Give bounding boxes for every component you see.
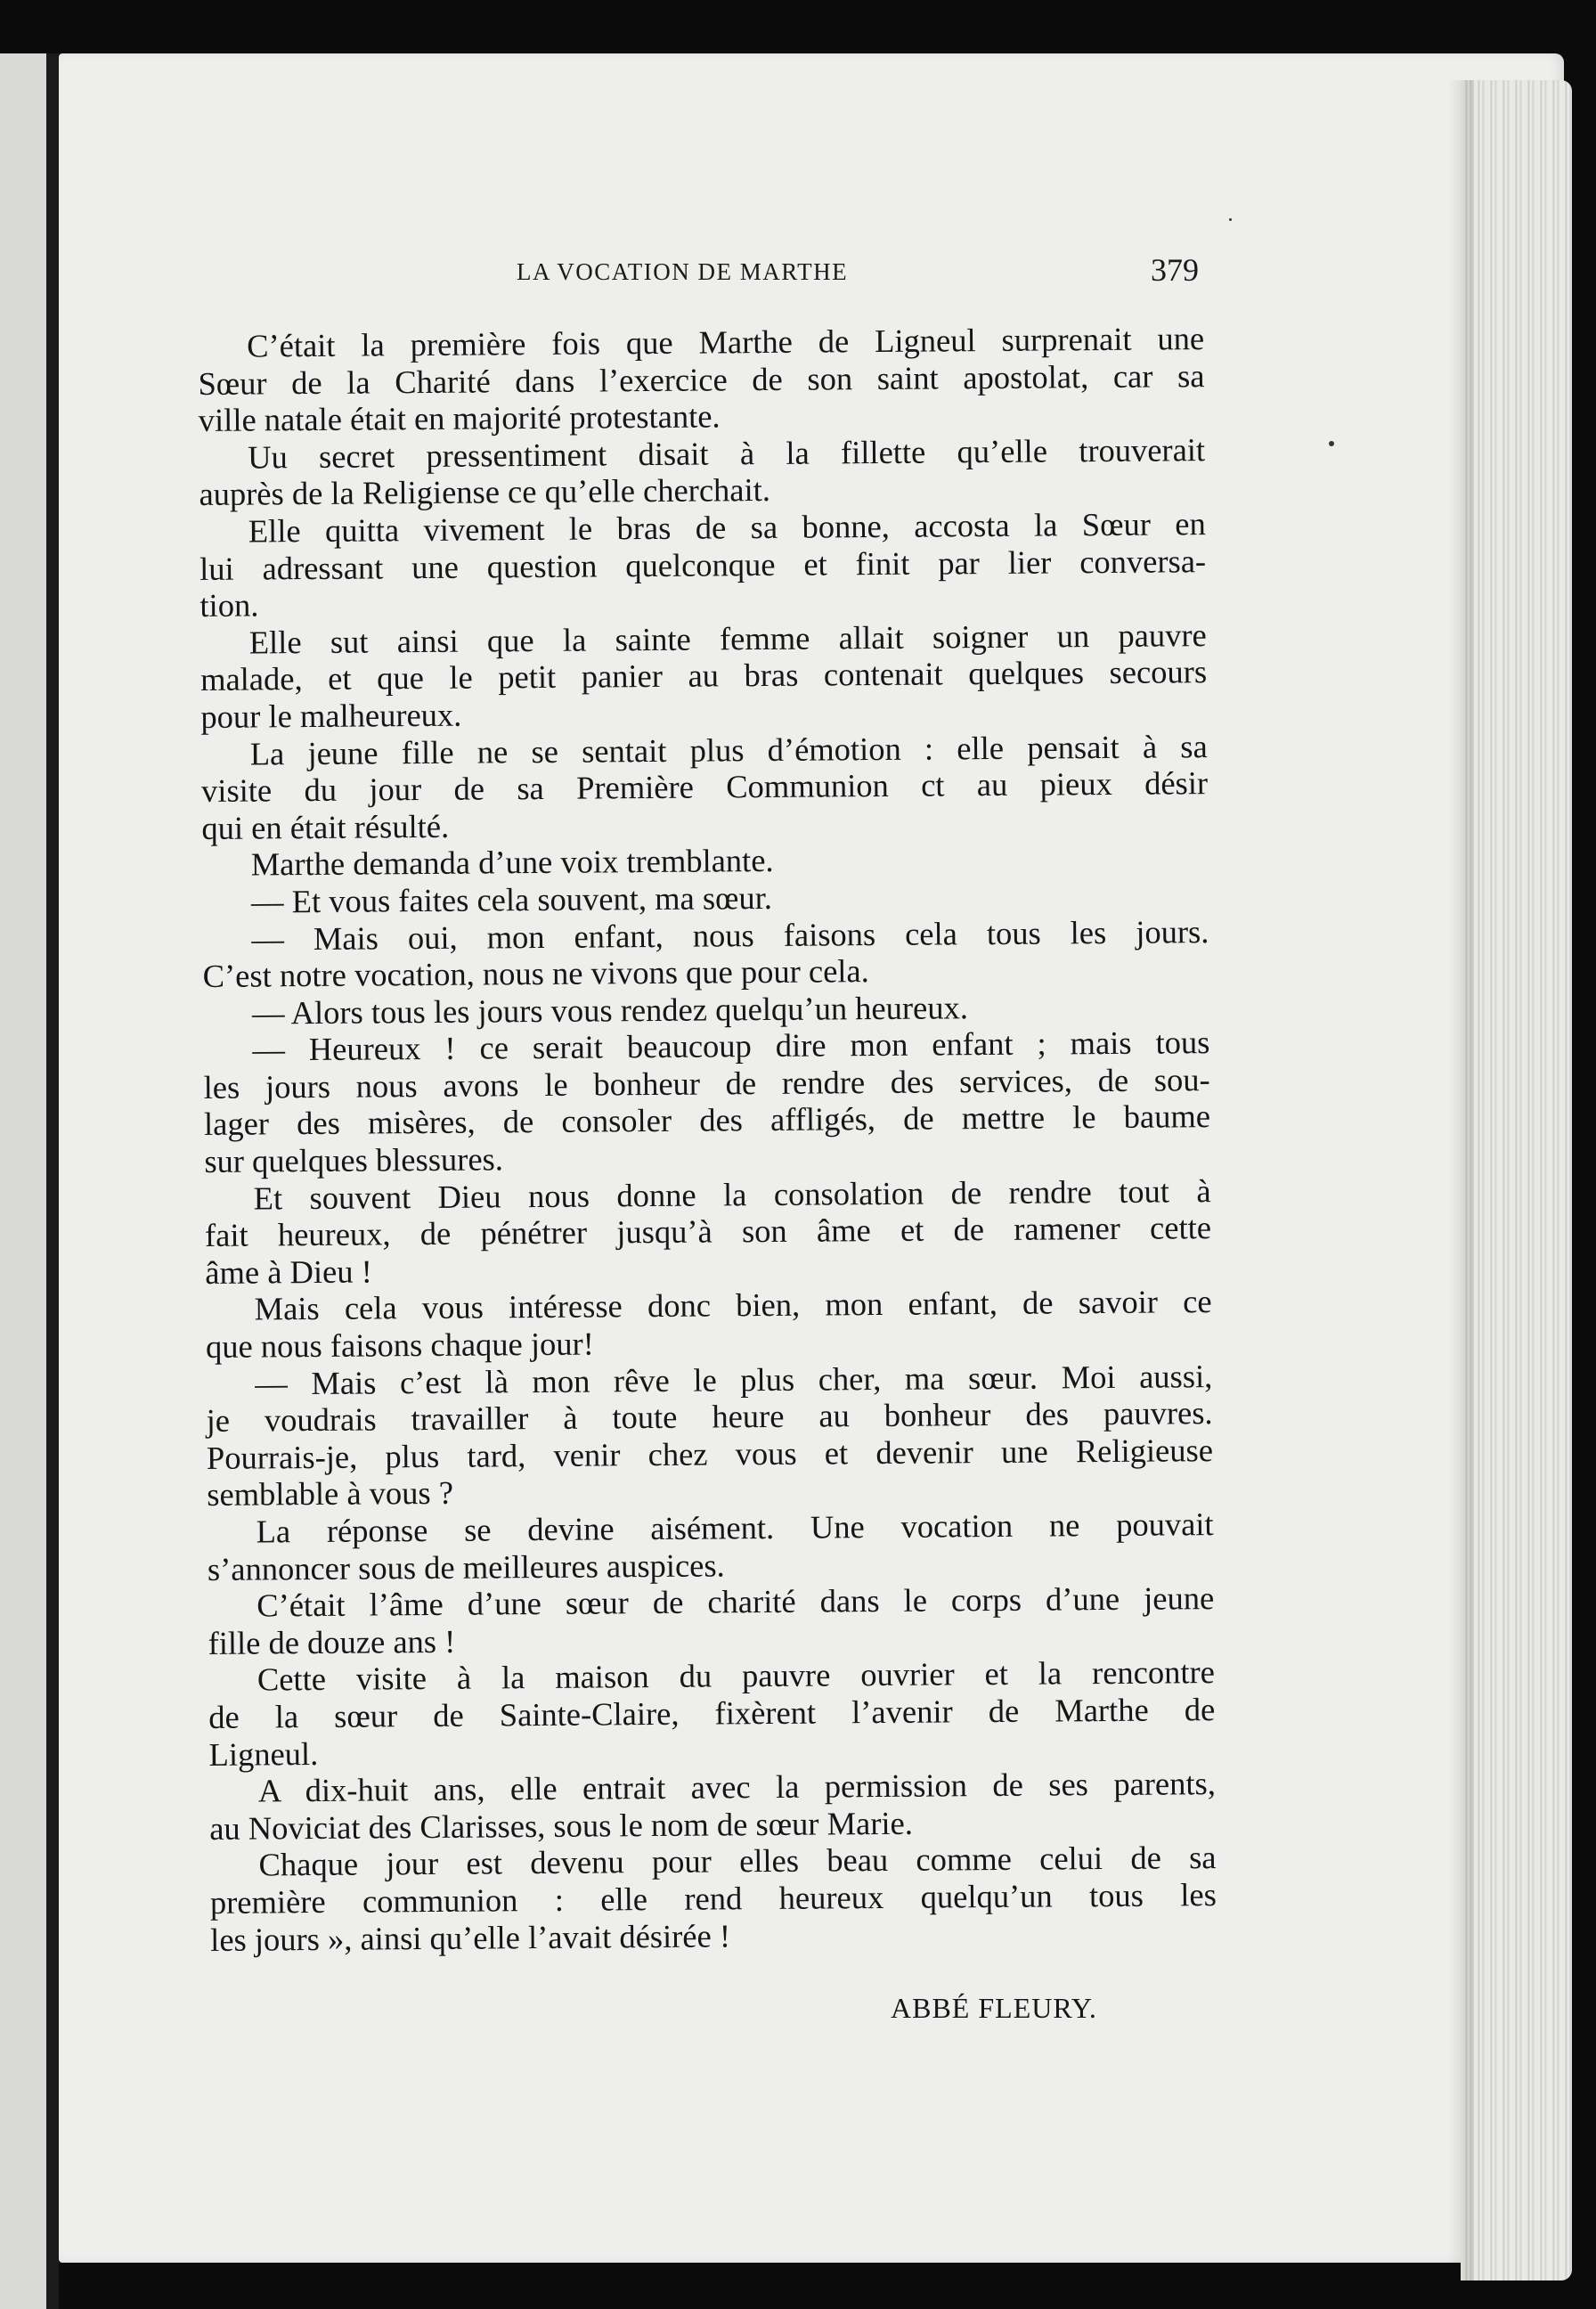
text-line: âme à Dieu !	[205, 1252, 372, 1291]
page-number: 379	[1151, 252, 1199, 288]
text-line: Pourrais-je, plus tard, venir chez vous et devenir une Religieuse	[206, 1431, 1214, 1476]
text-line: fille de douze ans !	[208, 1622, 456, 1661]
text-line: les jours », ainsi qu’elle l’avait désirée !	[210, 1916, 731, 1958]
page-curl-shadow	[1447, 80, 1474, 2280]
text-line: Ligneul.	[208, 1734, 319, 1773]
text-line: — Heureux ! ce serait beaucoup dire mon enfant ; mais tous	[252, 1024, 1210, 1068]
dust-speck	[1329, 441, 1334, 446]
text-line: visite du jour de sa Première Communion ct au pieux désir	[200, 764, 1209, 810]
text-line: auprès de la Religiense ce qu’elle cherchait.	[199, 471, 771, 513]
book-gutter	[46, 53, 59, 2309]
text-line: Elle quitta vivement le bras de sa bonne, accosta la Sœur en	[248, 505, 1206, 550]
text-line: Elle sut ainsi que la sainte femme allait soigner un pauvre	[248, 616, 1207, 661]
text-line: — Mais c’est là mon rêve le plus cher, ma sœur. Moi aussi,	[255, 1357, 1213, 1402]
text-line: pour le malheureux.	[200, 696, 462, 735]
text-line: Cette visite à la maison du pauvre ouvrier et la rencontre	[256, 1653, 1216, 1698]
page-stack-edges	[1461, 80, 1572, 2280]
text-line: Et souvent Dieu nous donne la consolation de rendre tout à	[253, 1171, 1211, 1217]
text-line: La jeune fille ne se sentait plus d’émotion : elle pensait à sa	[249, 727, 1208, 772]
text-line: A dix-huit ans, elle entrait avec la permission de ses parents,	[257, 1765, 1217, 1809]
text-line: Uu secret pressentiment disait à la fillette qu’elle trouverait	[247, 430, 1206, 476]
text-line: Mais cela vous intéresse donc bien, mon enfant, de savoir ce	[254, 1283, 1212, 1327]
body-text	[198, 320, 1217, 1958]
text-line: C’est notre vocation, nous ne vivons que pour cela.	[202, 952, 869, 995]
text-line: ville natale était en majorité protestante.	[198, 397, 721, 439]
text-line: C’était la première fois que Marthe de Ligneul surprenait une	[246, 320, 1205, 364]
text-line: les jours nous avons le bonheur de rendre des services, de sou-	[203, 1060, 1210, 1106]
running-title: LA VOCATION DE MARTHE	[517, 258, 849, 285]
text-line: au Noviciat des Clarisses, sous le nom de sœur Marie.	[209, 1804, 914, 1847]
text-line: première communion : elle rend heureux quelqu’un tous les	[209, 1876, 1217, 1921]
text-line: que nous faisons chaque jour!	[205, 1325, 595, 1365]
text-line: Marthe demanda d’une voix tremblante.	[250, 842, 774, 883]
text-line: Chaque jour est devenu pour elles beau comme celui de sa	[258, 1839, 1217, 1883]
text-line: lui adressant une question quelconque et finit par lier conversa-	[199, 542, 1207, 587]
text-line: tion.	[200, 586, 259, 624]
author-signature: ABBÉ FLEURY.	[891, 1992, 1097, 2024]
text-line: La réponse se devine aisément. Une vocation ne pouvait	[256, 1505, 1214, 1550]
text-line: sur quelques blessures.	[204, 1140, 504, 1180]
text-line: malade, et que le petit panier au bras contenait quelques secours	[200, 653, 1208, 698]
text-line: qui en était résulté.	[201, 807, 450, 846]
text-line: — Mais oui, mon enfant, nous faisons cela tous les jours.	[251, 912, 1209, 958]
text-line: — Alors tous les jours vous rendez quelqu’un heureux.	[251, 988, 969, 1032]
text-line: semblable à vous ?	[207, 1474, 454, 1513]
text-line: Sœur de la Charité dans l’exercice de son saint apostolat, car sa	[198, 356, 1205, 402]
text-line: C’était l’âme d’une sœur de charité dans le corps d’une jeune	[256, 1579, 1215, 1624]
text-line: lager des misères, de consoler des affligés, de mettre le baume	[203, 1097, 1211, 1143]
facing-page-edge	[0, 53, 46, 2309]
dust-speck	[1229, 218, 1232, 221]
text-line: fait heureux, de pénétrer jusqu’à son âme et de ramener cette	[204, 1209, 1212, 1254]
text-line: de la sœur de Sainte-Claire, fixèrent l’avenir de Marthe de	[208, 1691, 1216, 1735]
text-line: s’annoncer sous de meilleures auspices.	[207, 1546, 725, 1587]
text-line: je voudrais travailler à toute heure au bonheur des pauvres.	[206, 1394, 1213, 1440]
text-line: — Et vous faites cela souvent, ma sœur.	[250, 878, 773, 920]
